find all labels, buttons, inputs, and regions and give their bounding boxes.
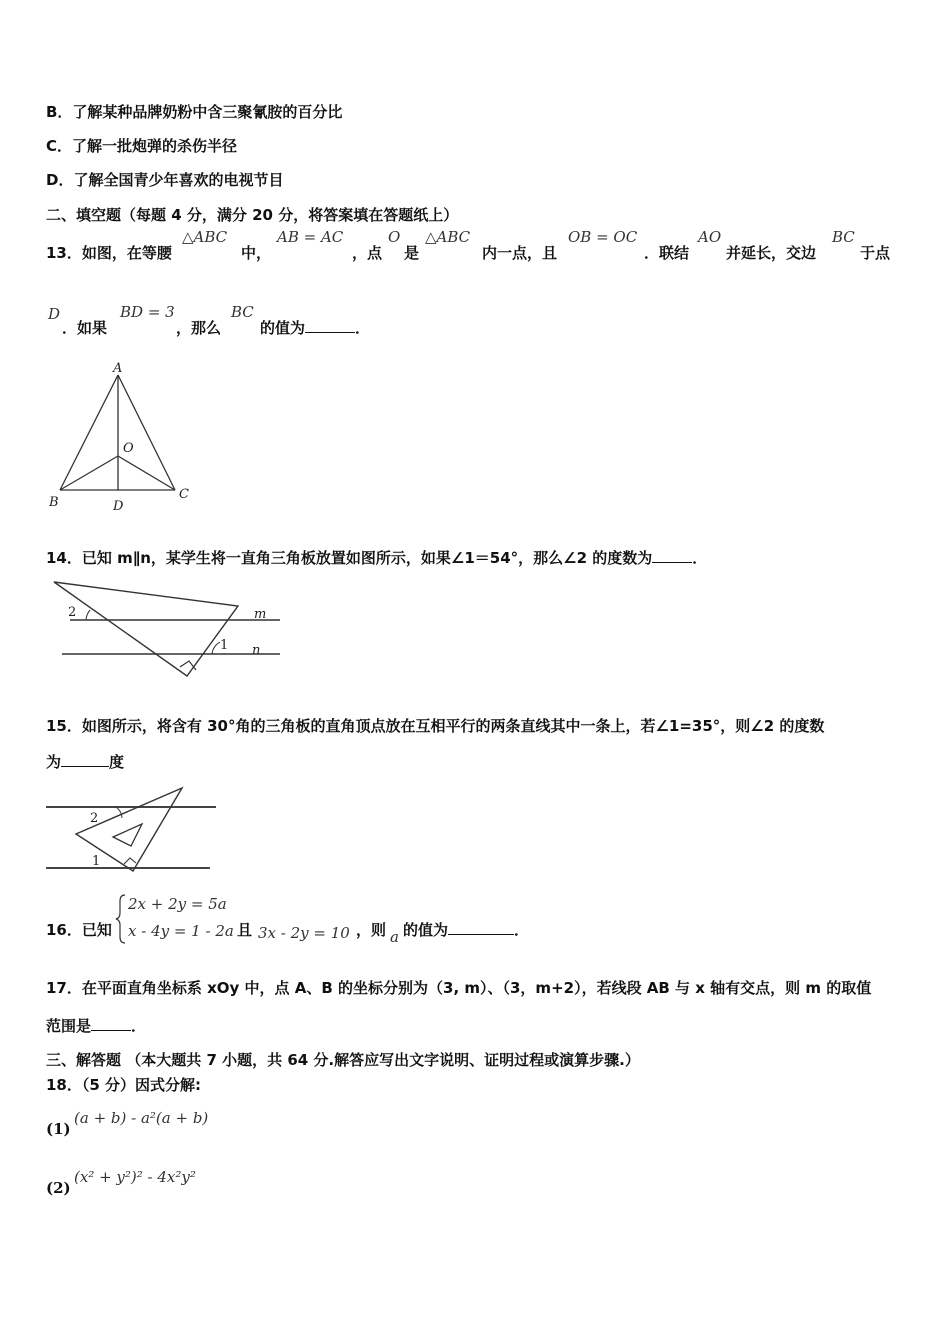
q15-answer-blank [61, 752, 109, 767]
q16-text-4: 的值为 ． [403, 921, 530, 939]
section-heading-solutions: 三、解答题 （本大题共 7 小题，共 64 分.解答应写出文字说明、证明过程或演算步骤.） [46, 1051, 640, 1069]
q13-label-c: C [179, 487, 189, 502]
q17-line-2: 范围是 ． [46, 1017, 147, 1035]
q13-math-bd-eq-3: BD = 3 [120, 303, 175, 321]
q14-right-angle-mark [180, 661, 196, 670]
q18-part2-expression: (x² + y²)² - 4x²y² [74, 1168, 196, 1186]
q13-math-triangle-abc-2: △ABC [425, 228, 471, 246]
q13-text-9: ．如果 [62, 319, 108, 337]
q13-text-4: 是 [404, 244, 420, 262]
q18-title: 18．（5 分）因式分解: [46, 1076, 202, 1094]
q16-equation-3: 3x - 2y = 10 [258, 924, 350, 942]
q17-line-1: 17．在平面直角坐标系 xOy 中，点 A、B 的坐标分别为（3, m）、（3，m+2），若线段 AB 与 x 轴有交点，则 m 的取值 [46, 979, 872, 997]
q16-text-2: 且 [237, 921, 253, 939]
section-heading-fill-in: 二、填空题（每题 4 分，满分 20 分，将答案填在答题纸上） [46, 206, 459, 224]
q15-line-1: 15．如图所示，将含有 30°角的三角板的直角顶点放在互相平行的两条直线其中一条上，若∠1=35°，则∠2 的度数 [46, 717, 825, 735]
option-d: D．了解全国青少年喜欢的电视节目 [46, 171, 284, 189]
q13-text-1: 13．如图，在等腰 [46, 244, 172, 262]
q13-label-o: O [123, 441, 134, 456]
q13-text-8: 于点 [860, 244, 891, 262]
q13-text-2: 中， [241, 244, 272, 262]
q15-label-1: 1 [92, 854, 101, 869]
q14-angle1-arc [212, 642, 220, 654]
q13-triangle-figure [40, 360, 200, 515]
q16-text-3: ，则 [356, 921, 387, 939]
q17-answer-blank [91, 1016, 131, 1031]
q13-label-b: B [49, 495, 59, 510]
q14-angle2-arc [86, 610, 90, 620]
q16-equation-1: 2x + 2y = 5a [128, 895, 227, 913]
q13-math-ob-eq-oc: OB = OC [568, 228, 638, 246]
q14-label-2: 2 [68, 605, 77, 620]
q18-part2-label: (2) [46, 1179, 71, 1197]
q16-answer-blank [448, 920, 514, 935]
q15-inner-triangle [113, 824, 142, 846]
q16-equation-2: x - 4y = 1 - 2a [128, 922, 234, 940]
q16-system-brace [116, 893, 126, 945]
q14-label-m: m [254, 607, 267, 622]
option-b: B．了解某种品牌奶粉中含三聚氰胺的百分比 [46, 103, 343, 121]
q13-text-3: ，点 [352, 244, 383, 262]
q14-answer-blank [652, 548, 692, 563]
q14-triangle [54, 582, 238, 676]
q13-text-7: 并延长，交边 [726, 244, 817, 262]
q14-label-n: n [252, 643, 261, 658]
q13-text-10: ，那么 [176, 319, 222, 337]
q15-label-2: 2 [90, 811, 99, 826]
q13-math-bc-2: BC [231, 303, 254, 321]
q15-line-2: 为 度 [46, 753, 125, 771]
option-c: C．了解一批炮弹的杀伤半径 [46, 137, 238, 155]
q16-math-a: a [390, 928, 399, 946]
q14-label-1: 1 [220, 638, 229, 653]
q13-label-a: A [113, 361, 123, 376]
q13-math-d: D [48, 305, 61, 323]
q13-math-ao: AO [698, 228, 722, 246]
q13-text-11: 的值为 ． [260, 319, 371, 337]
q14-set-square-figure [40, 572, 280, 687]
q13-text-5: 内一点，且 [482, 244, 558, 262]
q18-part1-label: (1) [46, 1120, 71, 1138]
q13-math-triangle-abc: △ABC [182, 228, 228, 246]
q15-set-square-figure [40, 782, 230, 882]
q13-math-o: O [388, 228, 401, 246]
q18-part1-expression: (a + b) - a²(a + b) [74, 1109, 209, 1127]
q13-math-ab-eq-ac: AB = AC [277, 228, 344, 246]
q15-right-angle-mark [124, 858, 136, 864]
q16-text-1: 16．已知 [46, 921, 112, 939]
q13-math-bc: BC [832, 228, 855, 246]
q13-answer-blank [305, 318, 355, 333]
q14-text: 14．已知 m∥n，某学生将一直角三角板放置如图所示，如果∠1＝54°，那么∠2 的度数为 ． [46, 549, 708, 567]
q13-label-d: D [113, 499, 124, 514]
q13-text-6: ．联结 [644, 244, 690, 262]
